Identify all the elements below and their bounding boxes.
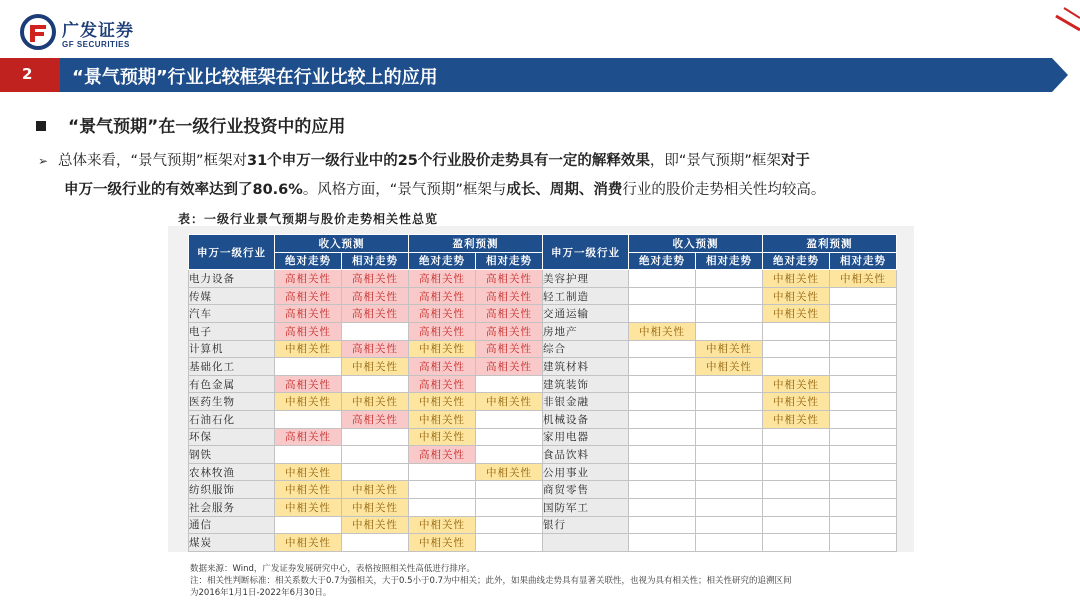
table-row (189, 446, 897, 464)
industry-name: 商贸零售 (543, 481, 629, 499)
empty-cell (342, 446, 409, 464)
para-text-1: 总体来看，“景气预期”框架对 (58, 153, 248, 169)
mid-correlation-cell: 中相关性 (476, 463, 543, 481)
table-row (189, 410, 897, 428)
empty-cell (696, 463, 763, 481)
header-industry: 申万一级行业 (189, 235, 275, 270)
table-row (189, 498, 897, 516)
industry-name: 有色金属 (189, 375, 275, 393)
para-bold-4: 成长、周期、消费 (506, 182, 623, 198)
industry-name: 通信 (189, 516, 275, 534)
empty-cell (476, 498, 543, 516)
high-correlation-cell: 高相关性 (476, 322, 543, 340)
header-revenue: 收入预测 (275, 235, 409, 253)
empty-cell (629, 305, 696, 323)
table-row (189, 428, 897, 446)
empty-cell (629, 428, 696, 446)
para-bold-3: 申万一级行业的有效率达到了80.6% (64, 182, 303, 198)
header-absolute: 绝对走势 (409, 252, 476, 270)
industry-name: 建筑装饰 (543, 375, 629, 393)
header-row-1 (189, 235, 897, 253)
empty-cell (830, 534, 897, 552)
high-correlation-cell: 高相关性 (409, 375, 476, 393)
industry-name: 家用电器 (543, 428, 629, 446)
header-absolute: 绝对走势 (763, 252, 830, 270)
section-number: 2 (22, 65, 33, 83)
empty-cell (696, 428, 763, 446)
header-absolute: 绝对走势 (275, 252, 342, 270)
mid-correlation-cell: 中相关性 (342, 393, 409, 411)
industry-name: 农林牧渔 (189, 463, 275, 481)
empty-cell (629, 463, 696, 481)
empty-cell (342, 534, 409, 552)
empty-cell (409, 481, 476, 499)
high-correlation-cell: 高相关性 (409, 305, 476, 323)
empty-cell (763, 534, 830, 552)
high-correlation-cell: 高相关性 (275, 428, 342, 446)
mid-correlation-cell: 中相关性 (342, 358, 409, 376)
empty-cell (629, 375, 696, 393)
header-industry: 申万一级行业 (543, 235, 629, 270)
industry-name: 电力设备 (189, 270, 275, 288)
empty-cell (830, 393, 897, 411)
industry-name: 房地产 (543, 322, 629, 340)
logo-text-cn: 广发证券 (62, 21, 134, 41)
table-row (189, 305, 897, 323)
correlation-table (188, 234, 897, 552)
mid-correlation-cell: 中相关性 (409, 516, 476, 534)
industry-name: 轻工制造 (543, 287, 629, 305)
empty-cell (763, 463, 830, 481)
mid-correlation-cell: 中相关性 (275, 463, 342, 481)
mid-correlation-cell: 中相关性 (409, 340, 476, 358)
empty-cell (696, 322, 763, 340)
industry-name: 环保 (189, 428, 275, 446)
mid-correlation-cell: 中相关性 (275, 534, 342, 552)
mid-correlation-cell: 中相关性 (342, 516, 409, 534)
empty-cell (830, 340, 897, 358)
empty-cell (342, 322, 409, 340)
mid-correlation-cell: 中相关性 (763, 375, 830, 393)
arrow-bullet-icon: ➢ (38, 154, 49, 168)
industry-name: 建筑材料 (543, 358, 629, 376)
empty-cell (476, 428, 543, 446)
empty-cell (476, 375, 543, 393)
empty-cell (342, 463, 409, 481)
high-correlation-cell: 高相关性 (476, 270, 543, 288)
empty-cell (629, 270, 696, 288)
industry-name: 综合 (543, 340, 629, 358)
industry-name: 汽车 (189, 305, 275, 323)
table-row (189, 340, 897, 358)
logo-text-en: GF SECURITIES (62, 40, 130, 49)
high-correlation-cell: 高相关性 (476, 358, 543, 376)
header-profit: 盈利预测 (763, 235, 897, 253)
high-correlation-cell: 高相关性 (342, 270, 409, 288)
empty-cell (696, 481, 763, 499)
empty-cell (476, 516, 543, 534)
high-correlation-cell: 高相关性 (476, 305, 543, 323)
table-container (168, 226, 914, 552)
empty-cell (830, 481, 897, 499)
source-note: 数据来源：Wind，广发证券发展研究中心，表格按照相关性高低进行排序。 (190, 564, 475, 574)
mid-correlation-cell: 中相关性 (342, 481, 409, 499)
empty-cell (629, 498, 696, 516)
empty-cell (629, 358, 696, 376)
industry-name: 公用事业 (543, 463, 629, 481)
mid-correlation-cell: 中相关性 (275, 498, 342, 516)
industry-name: 电子 (189, 322, 275, 340)
empty-cell (696, 410, 763, 428)
header-relative: 相对走势 (476, 252, 543, 270)
header-relative: 相对走势 (342, 252, 409, 270)
para-text-3: 。风格方面，“景气预期”框架与 (302, 182, 507, 198)
empty-cell (476, 446, 543, 464)
industry-name: 非银金融 (543, 393, 629, 411)
empty-cell (830, 498, 897, 516)
header-revenue: 收入预测 (629, 235, 763, 253)
empty-cell (696, 446, 763, 464)
high-correlation-cell: 高相关性 (342, 410, 409, 428)
empty-cell (763, 340, 830, 358)
empty-cell (275, 516, 342, 534)
high-correlation-cell: 高相关性 (342, 305, 409, 323)
table-body (189, 270, 897, 552)
mid-correlation-cell: 中相关性 (696, 358, 763, 376)
empty-cell (830, 375, 897, 393)
para-bold-2: 对于 (780, 153, 810, 169)
industry-name: 煤炭 (189, 534, 275, 552)
section-title-bar (0, 58, 1080, 92)
mid-correlation-cell: 中相关性 (275, 340, 342, 358)
empty-cell (409, 463, 476, 481)
header-relative: 相对走势 (696, 252, 763, 270)
mid-correlation-cell: 中相关性 (275, 393, 342, 411)
empty-cell (696, 393, 763, 411)
table-row (189, 534, 897, 552)
empty-cell (763, 516, 830, 534)
high-correlation-cell: 高相关性 (409, 358, 476, 376)
high-correlation-cell: 高相关性 (275, 305, 342, 323)
high-correlation-cell: 高相关性 (409, 322, 476, 340)
empty-cell (830, 516, 897, 534)
mid-correlation-cell: 中相关性 (275, 481, 342, 499)
high-correlation-cell: 高相关性 (409, 270, 476, 288)
industry-name: 银行 (543, 516, 629, 534)
industry-name: 基础化工 (189, 358, 275, 376)
empty-cell (629, 534, 696, 552)
mid-correlation-cell: 中相关性 (342, 498, 409, 516)
summary-paragraph (38, 147, 1048, 205)
high-correlation-cell: 高相关性 (342, 340, 409, 358)
empty-cell (830, 322, 897, 340)
empty-cell (830, 446, 897, 464)
industry-name: 机械设备 (543, 410, 629, 428)
empty-cell (275, 446, 342, 464)
mid-correlation-cell: 中相关性 (409, 534, 476, 552)
empty-cell (763, 428, 830, 446)
table-row (189, 358, 897, 376)
mid-correlation-cell: 中相关性 (409, 393, 476, 411)
empty-cell (830, 358, 897, 376)
empty-cell (830, 287, 897, 305)
table-row (189, 516, 897, 534)
high-correlation-cell: 高相关性 (409, 287, 476, 305)
empty-cell (696, 270, 763, 288)
industry-name: 食品饮料 (543, 446, 629, 464)
table-row (189, 481, 897, 499)
table-row (189, 270, 897, 288)
header-profit: 盈利预测 (409, 235, 543, 253)
header-relative: 相对走势 (830, 252, 897, 270)
header-absolute: 绝对走势 (629, 252, 696, 270)
empty-cell (696, 287, 763, 305)
corner-decoration (1050, 0, 1080, 32)
empty-cell (476, 410, 543, 428)
para-bold-1: 31个申万一级行业中的25个行业股价走势具有一定的解释效果 (247, 153, 650, 169)
gf-logo-icon (20, 14, 56, 50)
empty-cell (830, 463, 897, 481)
empty-cell (629, 481, 696, 499)
empty-cell (696, 516, 763, 534)
high-correlation-cell: 高相关性 (476, 287, 543, 305)
empty-cell (629, 446, 696, 464)
table-caption: 表：一级行业景气预期与股价走势相关性总览 (178, 212, 439, 226)
empty-cell (629, 410, 696, 428)
industry-name: 医药生物 (189, 393, 275, 411)
empty-cell (275, 358, 342, 376)
subheading (36, 112, 345, 137)
mid-correlation-cell: 中相关性 (409, 410, 476, 428)
mid-correlation-cell: 中相关性 (629, 322, 696, 340)
empty-cell (342, 428, 409, 446)
mid-correlation-cell: 中相关性 (763, 270, 830, 288)
empty-cell (830, 410, 897, 428)
mid-correlation-cell: 中相关性 (476, 393, 543, 411)
high-correlation-cell: 高相关性 (275, 287, 342, 305)
empty-cell (763, 322, 830, 340)
industry-name: 计算机 (189, 340, 275, 358)
empty-cell (629, 393, 696, 411)
table-row (189, 375, 897, 393)
para-text-4: 行业的股价走势相关性均较高。 (622, 182, 826, 198)
empty-cell (629, 340, 696, 358)
high-correlation-cell: 高相关性 (342, 287, 409, 305)
mid-correlation-cell: 中相关性 (763, 393, 830, 411)
high-correlation-cell: 高相关性 (476, 340, 543, 358)
square-bullet-icon (36, 121, 46, 131)
empty-cell (763, 446, 830, 464)
industry-name: 国防军工 (543, 498, 629, 516)
empty-cell (476, 534, 543, 552)
section-title: “景气预期”行业比较框架在行业比较上的应用 (72, 67, 438, 88)
industry-name: 社会服务 (189, 498, 275, 516)
industry-name: 钢铁 (189, 446, 275, 464)
table-row (189, 463, 897, 481)
company-logo (20, 10, 200, 56)
empty-cell (763, 498, 830, 516)
period-note: 为2016年1月1日-2022年6月30日。 (190, 588, 332, 598)
empty-cell (476, 481, 543, 499)
criteria-note: 注：相关性判断标准：相关系数大于0.7为强相关，大于0.5小于0.7为中相关；此外，如果曲线走势具有显著关联性，也视为具有相关性；相关性研究的追溯区间 (190, 576, 792, 586)
industry-name: 传媒 (189, 287, 275, 305)
mid-correlation-cell: 中相关性 (830, 270, 897, 288)
table-row (189, 393, 897, 411)
empty-cell (629, 287, 696, 305)
mid-correlation-cell: 中相关性 (409, 428, 476, 446)
table-row (189, 287, 897, 305)
empty-cell (696, 498, 763, 516)
industry-name: 纺织服饰 (189, 481, 275, 499)
mid-correlation-cell: 中相关性 (763, 305, 830, 323)
empty-cell (342, 375, 409, 393)
empty-cell (275, 410, 342, 428)
high-correlation-cell: 高相关性 (275, 322, 342, 340)
empty-cell (830, 428, 897, 446)
industry-name (543, 534, 629, 552)
empty-cell (696, 534, 763, 552)
mid-correlation-cell: 中相关性 (763, 287, 830, 305)
subheading-text: “景气预期”在一级行业投资中的应用 (68, 117, 346, 137)
empty-cell (696, 375, 763, 393)
empty-cell (696, 305, 763, 323)
empty-cell (763, 481, 830, 499)
footnotes (190, 563, 910, 599)
industry-name: 石油石化 (189, 410, 275, 428)
empty-cell (763, 358, 830, 376)
empty-cell (629, 516, 696, 534)
table-row (189, 322, 897, 340)
empty-cell (830, 305, 897, 323)
high-correlation-cell: 高相关性 (275, 270, 342, 288)
mid-correlation-cell: 中相关性 (763, 410, 830, 428)
industry-name: 交通运输 (543, 305, 629, 323)
empty-cell (409, 498, 476, 516)
industry-name: 美容护理 (543, 270, 629, 288)
para-text-2: ，即“景气预期”框架 (649, 153, 781, 169)
high-correlation-cell: 高相关性 (275, 375, 342, 393)
mid-correlation-cell: 中相关性 (696, 340, 763, 358)
high-correlation-cell: 高相关性 (409, 446, 476, 464)
